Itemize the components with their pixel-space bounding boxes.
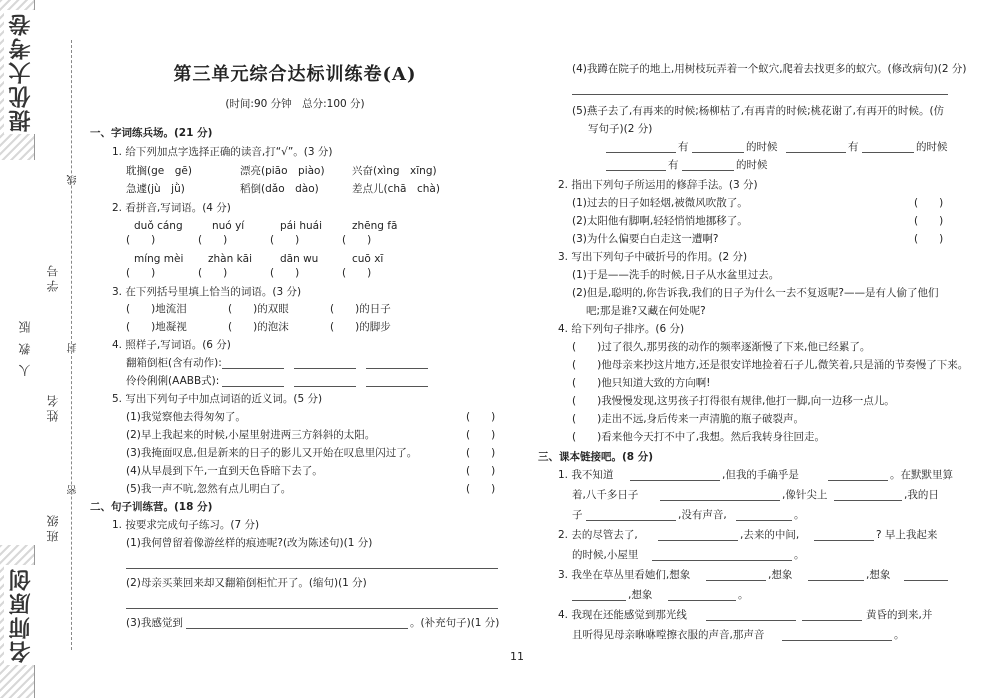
pinyin: cuō xī [352, 253, 384, 265]
answer-box[interactable]: ( ) [466, 429, 496, 441]
answer-box[interactable]: ( ) [342, 267, 372, 279]
recall-text: 4. 我现在还能感觉到那光线 [558, 609, 687, 621]
fill-word: 有 [848, 141, 859, 153]
q3-item[interactable]: ( )的日子 [330, 303, 391, 315]
right-page [538, 0, 969, 698]
page-number: 11 [510, 650, 524, 663]
fill-word: 的时候 [746, 141, 778, 153]
recall-text: ,想象 [628, 589, 653, 601]
answer-line[interactable] [222, 386, 284, 387]
recall-text: 。 [894, 629, 905, 641]
answer-line[interactable] [186, 628, 408, 629]
answer-box[interactable]: ( ) [466, 447, 496, 459]
r-q4-prompt: 4. 给下列句子排序。(6 分) [558, 323, 685, 335]
q2-prompt: 2. 看拼音,写词语。(4 分) [112, 202, 231, 214]
pinyin: pái huái [280, 220, 323, 232]
recall-text: ,像针尖上 [782, 489, 828, 501]
answer-box[interactable]: ( ) [270, 267, 300, 279]
section-3-heading: 三、课本链接吧。(8 分) [538, 451, 654, 463]
edition-label: 人 教 版 [18, 318, 32, 377]
name-label: 姓名 [46, 392, 60, 422]
q5-item: (1)我觉察他去得匆匆了。 [126, 411, 246, 423]
recall-text: 黄昏的到来,并 [866, 609, 933, 621]
s2-q1-item: (3)我感觉到 [126, 617, 183, 629]
seal-dashed-line [71, 40, 72, 650]
q3-prompt: 3. 在下列括号里填上恰当的词语。(3 分) [112, 286, 302, 298]
q1-option[interactable]: 兴奋(xìng xīng) [352, 165, 437, 177]
recall-text: ,去来的中间, [740, 529, 800, 541]
recall-text: 且听得见母亲咻咻嘡擦衣服的声音,那声音 [572, 629, 765, 641]
seal-mi-label: 密 [68, 482, 79, 495]
answer-box[interactable]: ( ) [126, 234, 156, 246]
answer-line[interactable] [658, 540, 738, 541]
q3-item[interactable]: ( )的脚步 [330, 321, 391, 333]
student-id-label: 学号 [46, 262, 60, 292]
fill-word: 有 [668, 159, 679, 171]
answer-line[interactable] [862, 152, 914, 153]
recall-text: ,想象 [768, 569, 793, 581]
answer-line[interactable] [668, 600, 736, 601]
q1-prompt: 1. 给下列加点字选择正确的读音,打“√”。(3 分) [112, 146, 333, 158]
recall-text: ,没有声音, [678, 509, 727, 521]
rhetoric-item: (3)为什么偏要白白走这一遭啊? [572, 233, 719, 245]
rhetoric-item: (2)太阳他有脚啊,轻轻悄悄地挪移了。 [572, 215, 748, 227]
recall-text: 着,八千多日子 [572, 489, 639, 501]
answer-box[interactable]: ( ) [198, 234, 228, 246]
order-item[interactable]: ( )他母亲来抄这片地方,还是很安详地捡着石子儿,微笑着,只是涌的节奏慢了下来。 [572, 359, 969, 371]
answer-line[interactable] [834, 500, 902, 501]
q1-option[interactable]: 稻倒(dǎo dào) [240, 183, 319, 195]
recall-text: 的时候,小屋里 [572, 549, 639, 561]
fill-word: 的时候 [736, 159, 768, 171]
recall-text: 。 [794, 549, 805, 561]
q5-item: (3)我掩面叹息,但是新来的日子的影儿又开始在叹息里闪过了。 [126, 447, 418, 459]
answer-box[interactable]: ( ) [466, 411, 496, 423]
exam-info: (时间:90 分钟 总分:100 分) [225, 98, 365, 110]
answer-box[interactable]: ( ) [126, 267, 156, 279]
recall-text: 。 [738, 589, 749, 601]
answer-line[interactable] [222, 368, 284, 369]
answer-line[interactable] [606, 170, 666, 171]
q4-example: 伶伶俐俐(AABB式): [126, 375, 220, 387]
recall-text: ? 早上我起来 [876, 529, 938, 541]
recall-text: 。 [794, 509, 805, 521]
answer-line[interactable] [294, 368, 356, 369]
order-item[interactable]: ( )我慢慢发现,这男孩子打得很有规律,他打一脚,向一边移一点儿。 [572, 395, 895, 407]
seal-feng-label: 封 [68, 340, 79, 353]
brand-bottom-panel [0, 545, 35, 698]
dash-item: (1)于是——洗手的时候,日子从水盆里过去。 [572, 269, 780, 281]
answer-line[interactable] [782, 640, 892, 641]
pinyin: míng mèi [134, 253, 184, 265]
answer-line[interactable] [126, 608, 498, 609]
answer-line[interactable] [630, 480, 720, 481]
q5-item: (5)我一声不吭,忽然有点儿明白了。 [126, 483, 292, 495]
recall-text: 2. 去的尽管去了, [558, 529, 638, 541]
answer-line[interactable] [814, 540, 874, 541]
q5-item: (2)早上我起来的时候,小屋里射进两三方斜斜的太阳。 [126, 429, 376, 441]
answer-box[interactable]: ( ) [270, 234, 300, 246]
answer-line[interactable] [586, 520, 676, 521]
recall-text: 。在默默里算 [890, 469, 953, 481]
pinyin: nuó yí [212, 220, 245, 232]
answer-line[interactable] [692, 152, 744, 153]
q4-example: 翻箱倒柜(含有动作): [126, 357, 222, 369]
answer-line[interactable] [736, 520, 792, 521]
q1-option[interactable]: 差点儿(chā chà) [352, 183, 440, 195]
recall-text: 1. 我不知道 [558, 469, 614, 481]
answer-line[interactable] [366, 368, 428, 369]
q4-prompt: 4. 照样子,写词语。(6 分) [112, 339, 231, 351]
q1-option[interactable]: 漂亮(piāo piào) [240, 165, 325, 177]
q3-item[interactable]: ( )的双眼 [228, 303, 289, 315]
q1-option[interactable]: 急遽(jù jǜ) [126, 183, 185, 195]
answer-line[interactable] [572, 600, 626, 601]
r-q5-item: (5)燕子去了,有再来的时候;杨柳枯了,有再青的时候;桃花谢了,有再开的时候。(仿 [572, 105, 945, 117]
r-q4-item: (4)我蹲在院子的地上,用树枝玩弄着一个蚁穴,爬着去找更多的蚁穴。(修改病句)(2 分) [572, 63, 967, 75]
q5-prompt: 5. 写出下列句子中加点词语的近义词。(5 分) [112, 393, 323, 405]
answer-line[interactable] [572, 94, 948, 95]
answer-line[interactable] [126, 568, 498, 569]
brand-top-text: 提优大考卷 [4, 10, 37, 134]
recall-text: ,但我的手确乎是 [722, 469, 799, 481]
q3-item[interactable]: ( )地流泪 [126, 303, 187, 315]
answer-box[interactable]: ( ) [342, 234, 372, 246]
answer-line[interactable] [706, 580, 766, 581]
recall-text: ,我的日 [904, 489, 939, 501]
rhetoric-item: (1)过去的日子如轻烟,被微风吹散了。 [572, 197, 748, 209]
q5-item: (4)从早晨到下午,一直到天色昏暗下去了。 [126, 465, 323, 477]
answer-line[interactable] [366, 386, 428, 387]
answer-line[interactable] [706, 620, 796, 621]
recall-text: ,想象 [866, 569, 891, 581]
s2-q1-prompt: 1. 按要求完成句子练习。(7 分) [112, 519, 260, 531]
dash-item: (2)但是,聪明的,你告诉我,我们的日子为什么一去不复返呢?——是有人偷了他们 [572, 287, 939, 299]
r-q2-prompt: 2. 指出下列句子所运用的修辞手法。(3 分) [558, 179, 758, 191]
answer-line[interactable] [652, 560, 792, 561]
s2-q1-item: (2)母亲买莱回来却又翻箱倒柜忙开了。(缩句)(1 分) [126, 577, 367, 589]
left-page [90, 0, 500, 698]
recall-text: 3. 我坐在草丛里看她们,想象 [558, 569, 691, 581]
answer-line[interactable] [294, 386, 356, 387]
fill-word: 的时候 [916, 141, 948, 153]
pinyin: dān wu [280, 253, 319, 265]
order-item[interactable]: ( )看来他今天打不中了,我想。然后我转身往回走。 [572, 431, 826, 443]
seal-line-label: 线 [68, 172, 79, 185]
s2-q1-item: (1)我何曾留着像游丝样的痕迹呢?(改为陈述句)(1 分) [126, 537, 373, 549]
section-1-heading: 一、字词练兵场。(21 分) [90, 127, 213, 139]
dash-item: 吧;那是谁?又藏在何处呢? [586, 305, 706, 317]
section-2-heading: 二、句子训练营。(18 分) [90, 501, 213, 513]
brand-bottom-text: 名师原创 [4, 565, 37, 665]
answer-line[interactable] [682, 170, 734, 171]
order-item[interactable]: ( )走出不远,身后传来一声清脆的瓶子破裂声。 [572, 413, 805, 425]
answer-box[interactable]: ( ) [466, 483, 496, 495]
answer-line[interactable] [786, 152, 846, 153]
fill-word: 有 [678, 141, 689, 153]
class-label: 班级 [46, 512, 60, 542]
answer-line[interactable] [802, 620, 862, 621]
binding-margin [0, 0, 79, 698]
q3-item[interactable]: ( )的泡沫 [228, 321, 289, 333]
answer-box[interactable]: ( ) [466, 465, 496, 477]
recall-text: 子 [572, 509, 583, 521]
answer-line[interactable] [808, 580, 864, 581]
s2-q1-item-end: 。(补充句子)(1 分) [410, 617, 500, 629]
r-q5-item: 写句子)(2 分) [588, 123, 653, 135]
pinyin: zhēng fā [352, 220, 398, 232]
answer-box[interactable]: ( ) [198, 267, 228, 279]
answer-line[interactable] [904, 580, 948, 581]
brand-top-panel [0, 0, 35, 160]
answer-line[interactable] [606, 152, 676, 153]
order-item[interactable]: ( )过了很久,那男孩的动作的频率逐渐慢了下来,他已经累了。 [572, 341, 871, 353]
answer-box[interactable]: ( ) [914, 197, 944, 209]
answer-box[interactable]: ( ) [914, 233, 944, 245]
answer-line[interactable] [660, 500, 780, 501]
order-item[interactable]: ( )他只知道大致的方向啊! [572, 377, 711, 389]
pinyin: zhàn kāi [208, 253, 253, 265]
q1-option[interactable]: 耽搁(ge gē) [126, 165, 192, 177]
answer-box[interactable]: ( ) [914, 215, 944, 227]
r-q3-prompt: 3. 写出下列句子中破折号的作用。(2 分) [558, 251, 748, 263]
pinyin: duǒ cáng [134, 220, 183, 232]
q3-item[interactable]: ( )地凝视 [126, 321, 187, 333]
page-title: 第三单元综合达标训练卷(A) [173, 64, 417, 85]
answer-line[interactable] [828, 480, 888, 481]
